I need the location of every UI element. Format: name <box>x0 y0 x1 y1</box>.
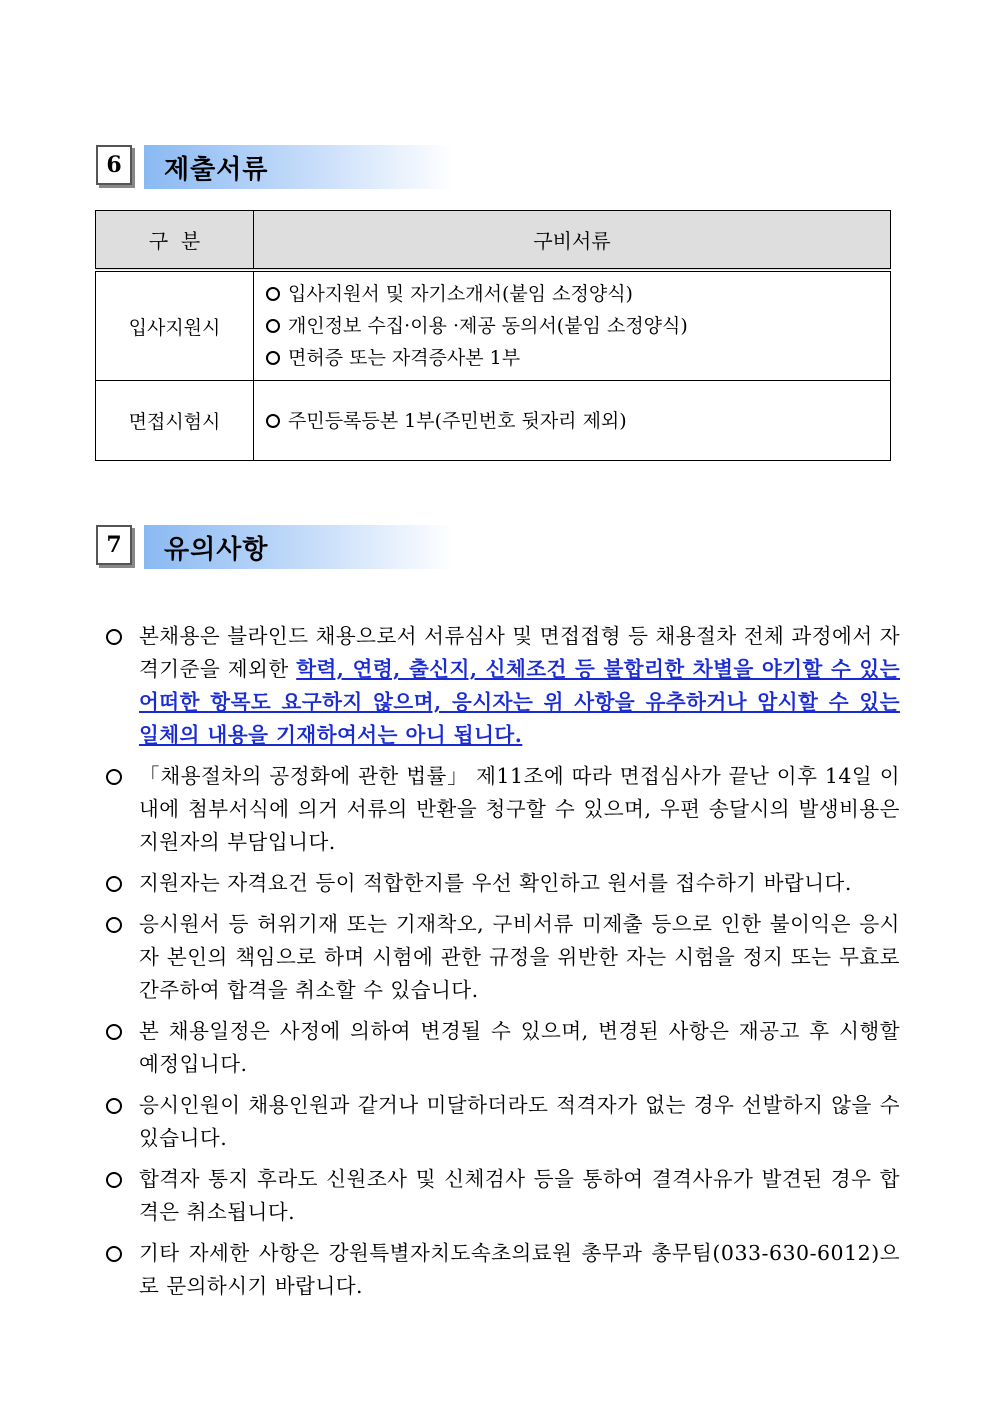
section-7-title: 유의사항 <box>164 535 269 565</box>
circle-bullet-icon <box>106 1246 122 1262</box>
note-text: 응시인원이 채용인원과 같거나 미달하더라도 적격자가 없는 경우 선발하지 않을 수 있습니다. <box>139 1093 900 1150</box>
note-text: 기타 자세한 사항은 강원특별자치도속초의료원 총무과 총무팀(033-630-6012)으로 문의하시기 바랍니다. <box>139 1241 900 1298</box>
table-row <box>96 270 891 381</box>
note-item <box>104 1237 900 1303</box>
note-item <box>104 1163 900 1229</box>
section-6-number: 6 <box>96 145 132 185</box>
table-row <box>96 381 891 461</box>
note-text: 지원자는 자격요건 등이 적합한지를 우선 확인하고 원서를 접수하기 바랍니다. <box>139 871 852 895</box>
circle-bullet-icon <box>266 414 280 428</box>
section-6-heading <box>96 145 456 189</box>
note-text: 응시원서 등 허위기재 또는 기재착오, 구비서류 미제출 등으로 인한 불이익은 응시자 본인의 책임으로 하며 시험에 관한 규정을 위반한 자는 시험을 정지 또는 무효로 간주하여 합격을 취소할 수 있습니다. <box>139 912 900 1002</box>
section-6-title: 제출서류 <box>164 155 269 185</box>
note-item <box>104 1015 900 1081</box>
row-items <box>254 270 891 381</box>
list-item <box>266 405 878 437</box>
circle-bullet-icon <box>106 1172 122 1188</box>
note-text: 「채용절차의 공정화에 관한 법률」 제11조에 따라 면접심사가 끝난 이후 14일 이내에 첨부서식에 의거 서류의 반환을 청구할 수 있으며, 우편 송달시의 발생비용은 지원자의 부담입니다. <box>139 764 900 854</box>
header-category: 구 분 <box>96 211 254 271</box>
circle-bullet-icon <box>266 351 280 365</box>
note-text: 본 채용일정은 사정에 의하여 변경될 수 있으며, 변경된 사항은 재공고 후 시행할 예정입니다. <box>139 1019 900 1076</box>
header-documents: 구비서류 <box>254 211 891 271</box>
note-item <box>104 908 900 1007</box>
note-text: 합격자 통지 후라도 신원조사 및 신체검사 등을 통하여 결격사유가 발견된 경우 합격은 취소됩니다. <box>139 1167 900 1224</box>
section-7-number: 7 <box>96 525 132 565</box>
item-text: 입사지원서 및 자기소개서(붙임 소정양식) <box>288 283 633 305</box>
circle-bullet-icon <box>106 769 122 785</box>
row-category: 면접시험시 <box>96 381 254 461</box>
item-text: 면허증 또는 자격증사본 1부 <box>288 347 521 369</box>
list-item <box>266 310 878 342</box>
row-items <box>254 381 891 461</box>
note-item <box>104 620 900 752</box>
note-text: 본채용은 블라인드 채용으로서 서류심사 및 면접접형 등 채용절차 전체 과정에서 자격기준을 제외한 <box>139 624 900 681</box>
list-item <box>266 342 878 374</box>
circle-bullet-icon <box>106 876 122 892</box>
item-text: 개인정보 수집·이용 ·제공 동의서(붙임 소정양식) <box>288 315 688 337</box>
circle-bullet-icon <box>106 1098 122 1114</box>
note-emphasis: 학력, 연령, 출신지, 신체조건 등 불합리한 차별을 야기할 수 있는 어떠한 항목도 요구하지 않으며, 응시자는 위 사항을 유추하거나 암시할 수 있는 일체의 내용을 기재하여서는 아니 됩니다. <box>139 657 901 747</box>
row-category: 입사지원시 <box>96 270 254 381</box>
section-7-heading <box>96 525 456 569</box>
item-text: 주민등록등본 1부(주민번호 뒷자리 제외) <box>288 409 627 432</box>
circle-bullet-icon <box>106 1024 122 1040</box>
note-item <box>104 760 900 859</box>
circle-bullet-icon <box>106 917 122 933</box>
note-item <box>104 1089 900 1155</box>
list-item <box>266 278 878 310</box>
required-documents-table <box>95 210 891 461</box>
note-item <box>104 867 900 900</box>
circle-bullet-icon <box>106 629 122 645</box>
table-header-row <box>96 211 891 271</box>
circle-bullet-icon <box>266 319 280 333</box>
notes-list <box>104 620 900 1311</box>
circle-bullet-icon <box>266 287 280 301</box>
